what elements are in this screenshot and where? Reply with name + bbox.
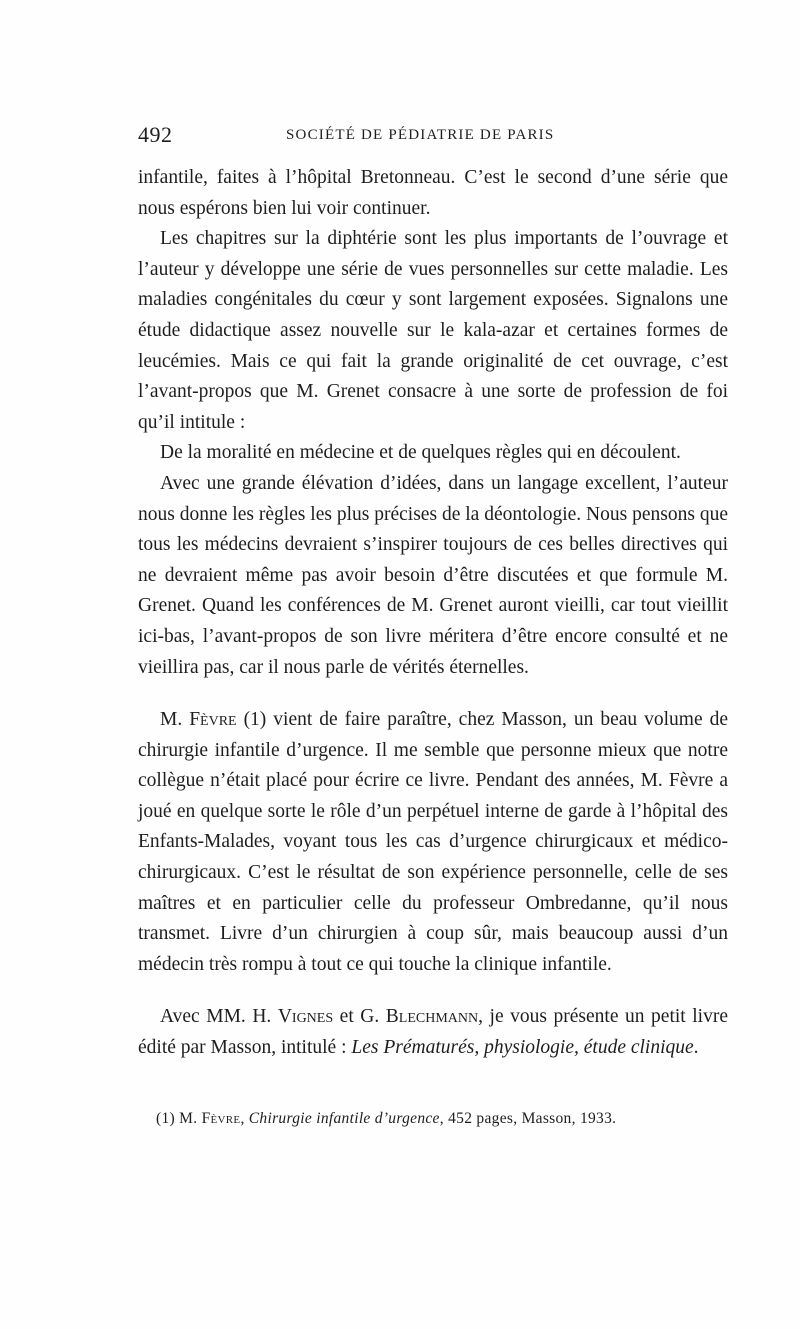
author-name-fevre: Fèvre	[189, 709, 237, 731]
prematures-middle: et G.	[333, 1006, 386, 1028]
paragraph-prematures	[138, 1002, 728, 1063]
footnote-ref: (1)	[236, 709, 274, 731]
body-text	[138, 163, 728, 1064]
footnote-number: (1) M.	[156, 1110, 202, 1127]
footnote-book-title: Chirurgie infantile d’urgence	[248, 1110, 440, 1127]
prematures-prefix: Avec MM. H.	[160, 1006, 278, 1028]
prematures-text: , je vous présente un petit livre édité par Masson, intitulé :	[138, 1006, 728, 1059]
author-prefix: M.	[160, 709, 190, 731]
footnote-comma: ,	[240, 1110, 249, 1127]
journal-title: SOCIÉTÉ DE PÉDIATRIE DE PARIS	[286, 127, 555, 143]
footnote	[156, 1108, 716, 1130]
page-number: 492	[138, 122, 173, 147]
paragraph-deontology: Avec une grande élévation d’idées, dans un langage excellent, l’auteur nous donne les règles les plus précises de la déontologie. Nous pensons que tous les médecins devraient s’inspirer toujours de ces belles directives qui ne devraient même pas avoir besoin d’être discutées et que formule M. Grenet. Quand les conférences de M. Grenet auront vieilli, car tout vieillit ici-bas, l’avant-propos de son livre méritera d’être encore consulté et ne vieillira pas, car il nous parle de vérités éternelles.	[138, 472, 728, 678]
author-name-vignes: Vignes	[277, 1006, 334, 1028]
footnote-rest: , 452 pages, Masson, 1933.	[439, 1110, 617, 1127]
paragraph-continued: infantile, faites à l’hôpital Bretonneau. C’est le second d’une série que nous espérons bien lui voir continuer.	[138, 167, 728, 219]
running-head	[138, 122, 728, 152]
paragraph-diphtheria: Les chapitres sur la diphtérie sont les plus importants de l’ouvrage et l’auteur y développe une série de vues personnelles sur cette maladie. Les maladies congénitales du cœur y sont largement exposées. Signalons une étude didactique assez nouvelle sur le kala-azar et certaines formes de leucémies. Mais ce qui fait la grande originalité de cet ouvrage, c’est l’avant-propos que M. Grenet consacre à une sorte de profession de foi qu’il intitule :	[138, 228, 728, 433]
prematures-end: .	[693, 1037, 699, 1059]
paragraph-fevre-text: vient de faire paraître, chez Masson, un beau volume de chirurgie infantile d’urgence. Il me semble que personne mieux que notre collègue n’était placé pour écrire ce livre. Pendant des années, M. Fèvre a joué en quelque sorte le rôle d’un perpétuel interne de garde à l’hôpital des Enfants-Malades, voyant tous les cas d’urgence chirurgicaux et médico-chirurgicaux. C’est le résultat de son expérience personnelle, celle de ses maîtres et en particulier celle du professeur Ombredanne, qu’il nous transmet. Livre d’un chirurgien à coup sûr, mais beaucoup aussi d’un médecin très rompu à tout ce qui touche la clinique infantile.	[138, 709, 728, 975]
book-title-prematures: Les Prématurés, physiologie, étude clinique	[351, 1037, 694, 1059]
footnote-author: Fèvre	[201, 1110, 241, 1127]
paragraph-morality-title: De la moralité en médecine et de quelques règles qui en découlent.	[160, 442, 681, 464]
author-name-blechmann: Blechmann	[385, 1006, 479, 1028]
paragraph-fevre	[138, 705, 728, 980]
